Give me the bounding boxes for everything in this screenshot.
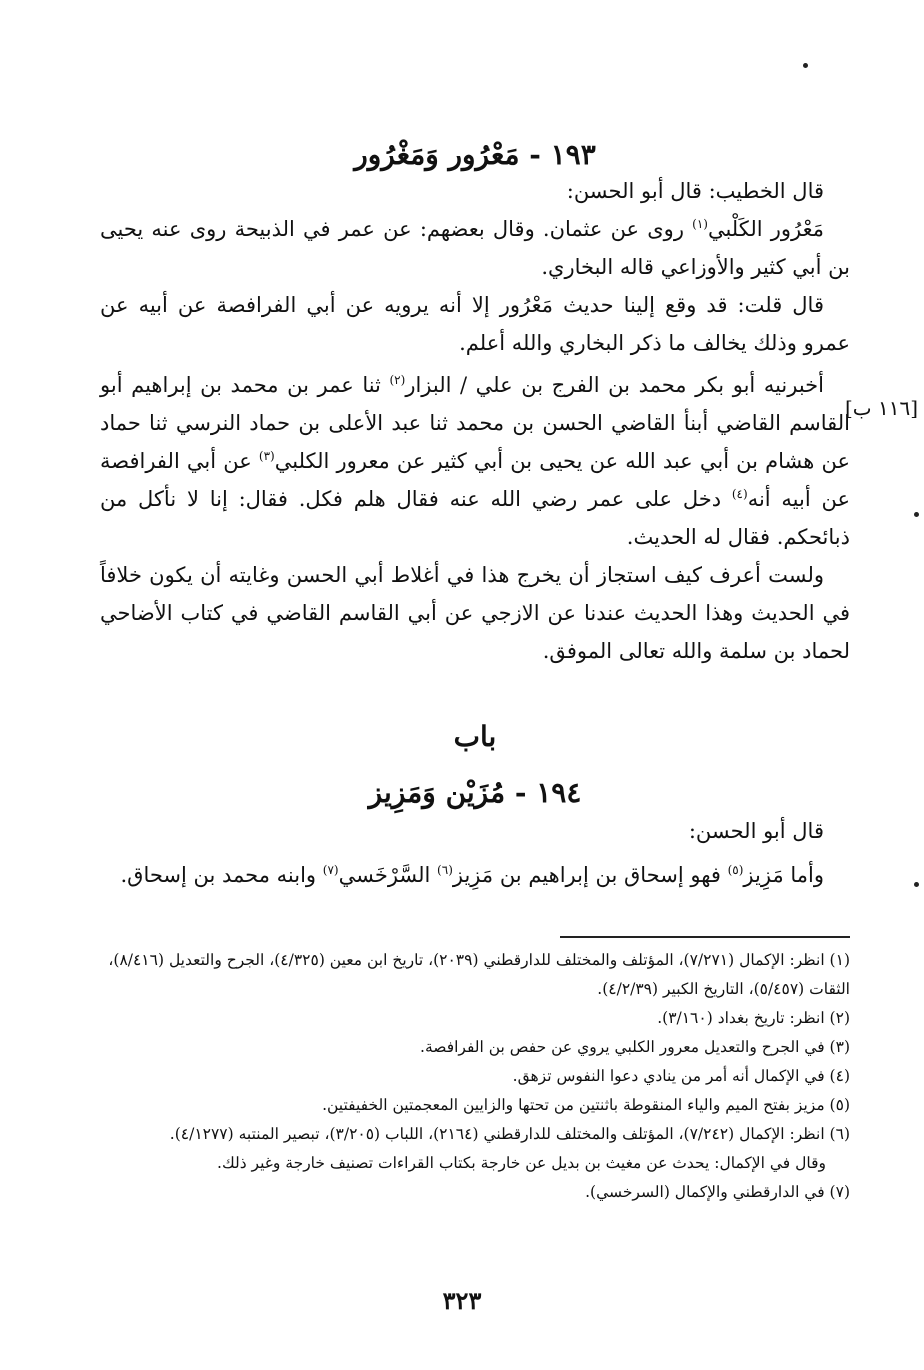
section-193-body <box>100 172 850 670</box>
footnote-5: (٥) مزيز بفتح الميم والياء المنقوطة باثنتين من تحتها والزايين المعجمتين الخفيفتين. <box>322 1096 850 1114</box>
footnote-3: (٣) في الجرح والتعديل معرور الكلبي يروي عن حفص بن الفرافصة. <box>420 1038 850 1056</box>
maziz-part-4: وابنه محمد بن إسحاق. <box>120 863 323 887</box>
isnad-part-1: أخبرنيه أبو بكر محمد بن الفرج بن علي / البزار <box>405 373 824 397</box>
paragraph-conclusion: ولست أعرف كيف استجاز أن يخرج هذا في أغلاط أبي الحسن وغايته أن يكون خلافاً في الحديث وهذا الحديث عندنا عن الازجي عن أبي القاسم القاضي في كتاب الأضاحي لحماد بن سلمة والله تعالى الموفق. <box>100 563 850 663</box>
footnote-ref-1: (١) <box>692 217 708 231</box>
isnad-part-4: دخل على عمر رضي الله عنه فقال هلم فكل. فقال: إنا لا نأكل من ذبائحكم. فقال له الحديث. <box>100 487 850 549</box>
name-marur: مَعْرُور الكَلْبي <box>707 217 825 241</box>
paragraph-marur-text: روى عن عثمان. وقال بعضهم: عن عمر في الذبيحة روى عنه يحيى بن أبي كثير والأوزاعي قاله البخاري. <box>100 217 850 279</box>
ink-speck <box>803 63 808 68</box>
paragraph-isnad <box>100 366 850 556</box>
footnotes <box>100 946 850 1207</box>
paragraph-marur <box>100 210 850 286</box>
paragraph-author-comment: قال قلت: قد وقع إلينا حديث مَعْرُور إلا أنه يرويه عن أبي الفرافصة عن أبيه عن عمرو وذلك يخالف ما ذكر البخاري والله أعلم. <box>100 293 850 355</box>
isnad-part-3: عن أبي الفرافصة عن أبيه أنه <box>100 449 850 511</box>
footnote-ref-5: (٥) <box>727 863 744 877</box>
footnote-separator <box>560 936 850 938</box>
paragraph-maziz <box>100 856 850 894</box>
footnote-ref-6: (٦) <box>437 863 453 877</box>
paragraph-intro-194: قال أبو الحسن: <box>688 819 824 843</box>
footnote-ref-3: (٣) <box>258 449 275 463</box>
isnad-part-2: ثنا عمر بن محمد بن إبراهيم أبو القاسم القاضي أبنأ القاضي الحسن بن محمد ثنا عبد الأعلى بن حماد النرسي ثنا حماد عن هشام بن أبي عبد الله عن يحيى بن أبي كثير عن معرور الكلبي <box>100 373 850 473</box>
footnote-4: (٤) في الإكمال أنه أمر من ينادي دعوا النفوس تزهق. <box>512 1067 850 1085</box>
section-194-title: ١٩٤ - مُزَيْن وَمَزِيز <box>368 776 582 809</box>
footnote-6-continued: وقال في الإكمال: يحدث عن مغيث بن بديل عن خارجة بكتاب القراءات تصنيف خارجة وغير ذلك. <box>217 1154 826 1172</box>
maziz-part-2: فهو إسحاق بن إبراهيم بن مَزِيز <box>452 863 728 887</box>
section-194-body <box>100 812 850 894</box>
ink-speck <box>914 512 919 517</box>
margin-folio-note: [١١٦ ب] <box>844 396 918 420</box>
footnote-ref-4: (٤) <box>731 487 748 501</box>
bab-heading: باب <box>453 720 497 753</box>
maziz-part-3: السَّرْخَسي <box>338 863 438 887</box>
ink-speck <box>914 882 919 887</box>
maziz-part-1: وأما مَزِيز <box>743 863 824 887</box>
footnote-1: (١) انظر: الإكمال (٧/٢٧١)، المؤتلف والمختلف للدارقطني (٢٠٣٩)، تاريخ ابن معين (٤/٣٢٥)، الجرح والتعديل (٨/٤١٦)، الثقات (٥/٤٥٧)، التاريخ الكبير (٤/٢/٣٩). <box>108 951 850 998</box>
footnote-ref-2: (٢) <box>389 373 406 387</box>
footnote-7: (٧) في الدارقطني والإكمال (السرخسي). <box>585 1183 850 1201</box>
page-number: ٣٢٣ <box>442 1286 482 1315</box>
footnote-ref-7: (٧) <box>322 863 339 877</box>
paragraph-intro-193: قال الخطيب: قال أبو الحسن: <box>566 179 824 203</box>
section-193-title: ١٩٣ - مَعْرُور وَمَغْرُور <box>354 138 596 171</box>
footnote-6: (٦) انظر: الإكمال (٧/٢٤٢)، المؤتلف والمختلف للدارقطني (٢١٦٤)، اللباب (٣/٢٠٥)، تبصير المنتبه (٤/١٢٧٧). <box>169 1125 850 1143</box>
footnote-2: (٢) انظر: تاريخ بغداد (٣/١٦٠). <box>657 1009 850 1027</box>
